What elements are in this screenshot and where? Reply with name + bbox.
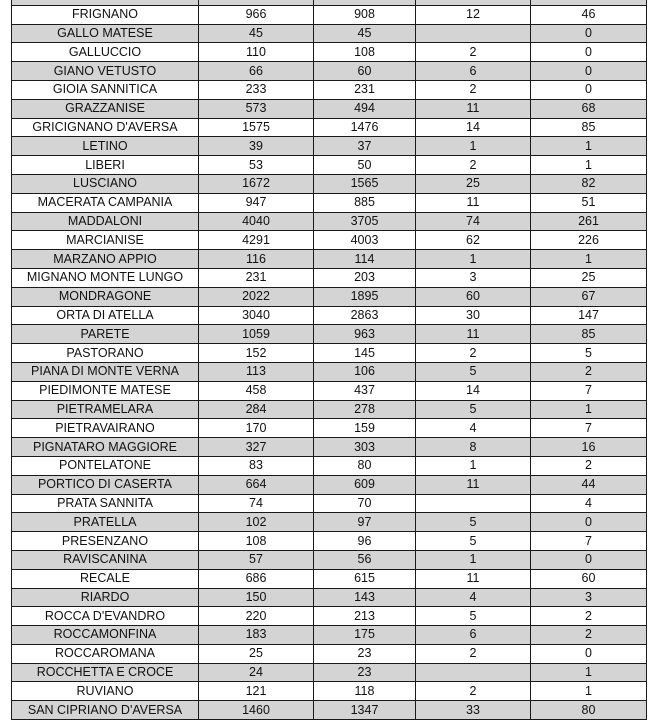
- municipality-name-cell: MIGNANO MONTE LUNGO: [12, 268, 199, 287]
- municipality-name-cell: MACERATA CAMPANIA: [12, 193, 199, 212]
- table-row: [12, 419, 647, 438]
- municipality-name-cell: RIARDO: [12, 588, 199, 607]
- value-cell: [416, 494, 531, 513]
- value-cell: 0: [531, 644, 647, 663]
- value-cell: 7: [531, 419, 647, 438]
- municipality-name-cell: GIANO VETUSTO: [12, 62, 199, 81]
- value-cell: 5: [531, 344, 647, 363]
- value-cell: 226: [531, 231, 647, 250]
- municipality-name-cell: LETINO: [12, 137, 199, 156]
- value-cell: 8: [416, 438, 531, 457]
- value-cell: 7: [531, 532, 647, 551]
- value-cell: 664: [199, 475, 314, 494]
- table-row: [12, 174, 647, 193]
- table-row: [12, 362, 647, 381]
- table-row: [12, 231, 647, 250]
- value-cell: 2: [416, 344, 531, 363]
- value-cell: 2: [531, 626, 647, 645]
- table-body: [12, 0, 647, 720]
- table-row: [12, 137, 647, 156]
- municipality-name-cell: PIETRAVAIRANO: [12, 419, 199, 438]
- value-cell: 1: [416, 250, 531, 269]
- value-cell: 68: [531, 99, 647, 118]
- value-cell: 2: [531, 362, 647, 381]
- value-cell: 2022: [199, 287, 314, 306]
- value-cell: 25: [199, 644, 314, 663]
- value-cell: 1: [531, 400, 647, 419]
- value-cell: 7: [531, 381, 647, 400]
- municipality-name-cell: GALLO MATESE: [12, 24, 199, 43]
- value-cell: 108: [314, 43, 416, 62]
- value-cell: 66: [199, 62, 314, 81]
- value-cell: 327: [199, 438, 314, 457]
- municipality-name-cell: PRATELLA: [12, 513, 199, 532]
- value-cell: 2: [416, 644, 531, 663]
- value-cell: 3040: [199, 306, 314, 325]
- municipality-name-cell: ROCCA D'EVANDRO: [12, 607, 199, 626]
- value-cell: 4: [416, 588, 531, 607]
- table-row: [12, 626, 647, 645]
- value-cell: 45: [314, 24, 416, 43]
- table-row: [12, 513, 647, 532]
- value-cell: 11: [416, 569, 531, 588]
- value-cell: 85: [531, 325, 647, 344]
- value-cell: 74: [416, 212, 531, 231]
- municipality-name-cell: MADDALONI: [12, 212, 199, 231]
- value-cell: 45: [199, 24, 314, 43]
- municipality-name-cell: PORTICO DI CASERTA: [12, 475, 199, 494]
- value-cell: 183: [199, 626, 314, 645]
- value-cell: 278: [314, 400, 416, 419]
- table-row: [12, 532, 647, 551]
- table-row: [12, 663, 647, 682]
- value-cell: 152: [199, 344, 314, 363]
- value-cell: 121: [199, 682, 314, 701]
- value-cell: 0: [531, 43, 647, 62]
- table-row: [12, 193, 647, 212]
- municipality-name-cell: GRAZZANISE: [12, 99, 199, 118]
- value-cell: 573: [199, 99, 314, 118]
- value-cell: 23: [314, 663, 416, 682]
- value-cell: 947: [199, 193, 314, 212]
- municipality-name-cell: PONTELATONE: [12, 456, 199, 475]
- value-cell: 5: [416, 607, 531, 626]
- value-cell: 2: [416, 682, 531, 701]
- value-cell: 1: [531, 156, 647, 175]
- value-cell: 5: [416, 513, 531, 532]
- value-cell: 33: [416, 701, 531, 720]
- value-cell: 0: [531, 62, 647, 81]
- value-cell: 2: [416, 43, 531, 62]
- value-cell: 284: [199, 400, 314, 419]
- value-cell: 14: [416, 381, 531, 400]
- value-cell: 50: [314, 156, 416, 175]
- value-cell: 303: [314, 438, 416, 457]
- value-cell: 23: [314, 644, 416, 663]
- value-cell: 0: [531, 80, 647, 99]
- value-cell: 2: [416, 156, 531, 175]
- table-row: [12, 5, 647, 24]
- table-row: [12, 438, 647, 457]
- municipality-name-cell: ROCCAROMANA: [12, 644, 199, 663]
- table-row: [12, 24, 647, 43]
- value-cell: 175: [314, 626, 416, 645]
- value-cell: 145: [314, 344, 416, 363]
- value-cell: 615: [314, 569, 416, 588]
- value-cell: 147: [531, 306, 647, 325]
- table-row: [12, 325, 647, 344]
- value-cell: 11: [416, 99, 531, 118]
- value-cell: 4040: [199, 212, 314, 231]
- municipality-name-cell: ROCCHETTA E CROCE: [12, 663, 199, 682]
- value-cell: 44: [531, 475, 647, 494]
- value-cell: 170: [199, 419, 314, 438]
- value-cell: 494: [314, 99, 416, 118]
- value-cell: 5: [416, 532, 531, 551]
- value-cell: 4: [416, 419, 531, 438]
- value-cell: 1460: [199, 701, 314, 720]
- table-row: [12, 400, 647, 419]
- value-cell: 39: [199, 137, 314, 156]
- value-cell: 51: [531, 193, 647, 212]
- municipality-name-cell: PRATA SANNITA: [12, 494, 199, 513]
- value-cell: 966: [199, 5, 314, 24]
- value-cell: 3705: [314, 212, 416, 231]
- value-cell: 4003: [314, 231, 416, 250]
- value-cell: 1672: [199, 174, 314, 193]
- value-cell: 4: [531, 494, 647, 513]
- table-row: [12, 118, 647, 137]
- value-cell: 62: [416, 231, 531, 250]
- value-cell: 1: [531, 682, 647, 701]
- table-row: [12, 80, 647, 99]
- value-cell: 102: [199, 513, 314, 532]
- value-cell: 1476: [314, 118, 416, 137]
- value-cell: 4291: [199, 231, 314, 250]
- value-cell: 2: [416, 80, 531, 99]
- value-cell: 85: [531, 118, 647, 137]
- value-cell: 1: [531, 137, 647, 156]
- value-cell: 60: [531, 569, 647, 588]
- table-row: [12, 381, 647, 400]
- value-cell: 1347: [314, 701, 416, 720]
- table-row: [12, 550, 647, 569]
- value-cell: 1575: [199, 118, 314, 137]
- value-cell: 83: [199, 456, 314, 475]
- municipality-data-table: [11, 0, 647, 720]
- value-cell: 1: [531, 250, 647, 269]
- municipality-name-cell: MARCIANISE: [12, 231, 199, 250]
- municipality-name-cell: MONDRAGONE: [12, 287, 199, 306]
- value-cell: 56: [314, 550, 416, 569]
- value-cell: 11: [416, 475, 531, 494]
- municipality-name-cell: PIETRAMELARA: [12, 400, 199, 419]
- value-cell: 11: [416, 193, 531, 212]
- value-cell: 12: [416, 5, 531, 24]
- municipality-name-cell: PASTORANO: [12, 344, 199, 363]
- table-row: [12, 588, 647, 607]
- municipality-name-cell: FRIGNANO: [12, 5, 199, 24]
- municipality-name-cell: SAN CIPRIANO D'AVERSA: [12, 701, 199, 720]
- value-cell: 0: [531, 550, 647, 569]
- table-row: [12, 456, 647, 475]
- value-cell: 2: [531, 456, 647, 475]
- value-cell: 113: [199, 362, 314, 381]
- value-cell: 261: [531, 212, 647, 231]
- value-cell: 609: [314, 475, 416, 494]
- municipality-name-cell: MARZANO APPIO: [12, 250, 199, 269]
- value-cell: 437: [314, 381, 416, 400]
- value-cell: 1059: [199, 325, 314, 344]
- value-cell: 1565: [314, 174, 416, 193]
- value-cell: 233: [199, 80, 314, 99]
- value-cell: 25: [416, 174, 531, 193]
- municipality-name-cell: PIEDIMONTE MATESE: [12, 381, 199, 400]
- value-cell: 6: [416, 626, 531, 645]
- municipality-name-cell: ORTA DI ATELLA: [12, 306, 199, 325]
- table-row: [12, 212, 647, 231]
- value-cell: 37: [314, 137, 416, 156]
- value-cell: 2863: [314, 306, 416, 325]
- municipality-name-cell: ROCCAMONFINA: [12, 626, 199, 645]
- value-cell: 14: [416, 118, 531, 137]
- municipality-name-cell: PIGNATARO MAGGIORE: [12, 438, 199, 457]
- value-cell: 5: [416, 400, 531, 419]
- table-row: [12, 268, 647, 287]
- value-cell: 6: [416, 62, 531, 81]
- value-cell: 908: [314, 5, 416, 24]
- value-cell: 108: [199, 532, 314, 551]
- value-cell: 458: [199, 381, 314, 400]
- value-cell: 231: [314, 80, 416, 99]
- value-cell: 118: [314, 682, 416, 701]
- value-cell: 60: [314, 62, 416, 81]
- value-cell: 0: [531, 24, 647, 43]
- municipality-name-cell: RECALE: [12, 569, 199, 588]
- table-row: [12, 644, 647, 663]
- value-cell: 1: [531, 663, 647, 682]
- table-row: [12, 475, 647, 494]
- value-cell: 150: [199, 588, 314, 607]
- value-cell: 2: [531, 607, 647, 626]
- municipality-name-cell: PARETE: [12, 325, 199, 344]
- value-cell: 82: [531, 174, 647, 193]
- value-cell: 110: [199, 43, 314, 62]
- value-cell: 53: [199, 156, 314, 175]
- table-row: [12, 156, 647, 175]
- table-row: [12, 701, 647, 720]
- value-cell: 1: [416, 550, 531, 569]
- table-row: [12, 250, 647, 269]
- municipality-name-cell: GRICIGNANO D'AVERSA: [12, 118, 199, 137]
- value-cell: 70: [314, 494, 416, 513]
- municipality-name-cell: LIBERI: [12, 156, 199, 175]
- value-cell: 24: [199, 663, 314, 682]
- value-cell: 11: [416, 325, 531, 344]
- value-cell: 25: [531, 268, 647, 287]
- value-cell: [416, 663, 531, 682]
- value-cell: 0: [531, 513, 647, 532]
- value-cell: 74: [199, 494, 314, 513]
- value-cell: 213: [314, 607, 416, 626]
- municipality-name-cell: LUSCIANO: [12, 174, 199, 193]
- value-cell: 46: [531, 5, 647, 24]
- value-cell: 96: [314, 532, 416, 551]
- value-cell: 159: [314, 419, 416, 438]
- value-cell: 231: [199, 268, 314, 287]
- value-cell: 30: [416, 306, 531, 325]
- value-cell: 80: [531, 701, 647, 720]
- value-cell: 1: [416, 456, 531, 475]
- value-cell: 16: [531, 438, 647, 457]
- table-row: [12, 569, 647, 588]
- value-cell: 885: [314, 193, 416, 212]
- value-cell: 3: [416, 268, 531, 287]
- table-row: [12, 344, 647, 363]
- municipality-name-cell: RAVISCANINA: [12, 550, 199, 569]
- value-cell: 220: [199, 607, 314, 626]
- municipality-name-cell: GALLUCCIO: [12, 43, 199, 62]
- value-cell: 97: [314, 513, 416, 532]
- value-cell: 3: [531, 588, 647, 607]
- table-row: [12, 287, 647, 306]
- table-row: [12, 682, 647, 701]
- value-cell: 686: [199, 569, 314, 588]
- value-cell: 5: [416, 362, 531, 381]
- municipality-name-cell: PIANA DI MONTE VERNA: [12, 362, 199, 381]
- municipality-name-cell: RUVIANO: [12, 682, 199, 701]
- value-cell: 1: [416, 137, 531, 156]
- table-row: [12, 306, 647, 325]
- value-cell: 963: [314, 325, 416, 344]
- value-cell: 1895: [314, 287, 416, 306]
- table-row: [12, 494, 647, 513]
- table-row: [12, 43, 647, 62]
- municipality-name-cell: PRESENZANO: [12, 532, 199, 551]
- municipality-name-cell: GIOIA SANNITICA: [12, 80, 199, 99]
- value-cell: 57: [199, 550, 314, 569]
- value-cell: [416, 24, 531, 43]
- value-cell: 80: [314, 456, 416, 475]
- table-row: [12, 607, 647, 626]
- table-row: [12, 99, 647, 118]
- value-cell: 116: [199, 250, 314, 269]
- value-cell: 106: [314, 362, 416, 381]
- value-cell: 143: [314, 588, 416, 607]
- value-cell: 203: [314, 268, 416, 287]
- value-cell: 67: [531, 287, 647, 306]
- value-cell: 60: [416, 287, 531, 306]
- table-row: [12, 62, 647, 81]
- value-cell: 114: [314, 250, 416, 269]
